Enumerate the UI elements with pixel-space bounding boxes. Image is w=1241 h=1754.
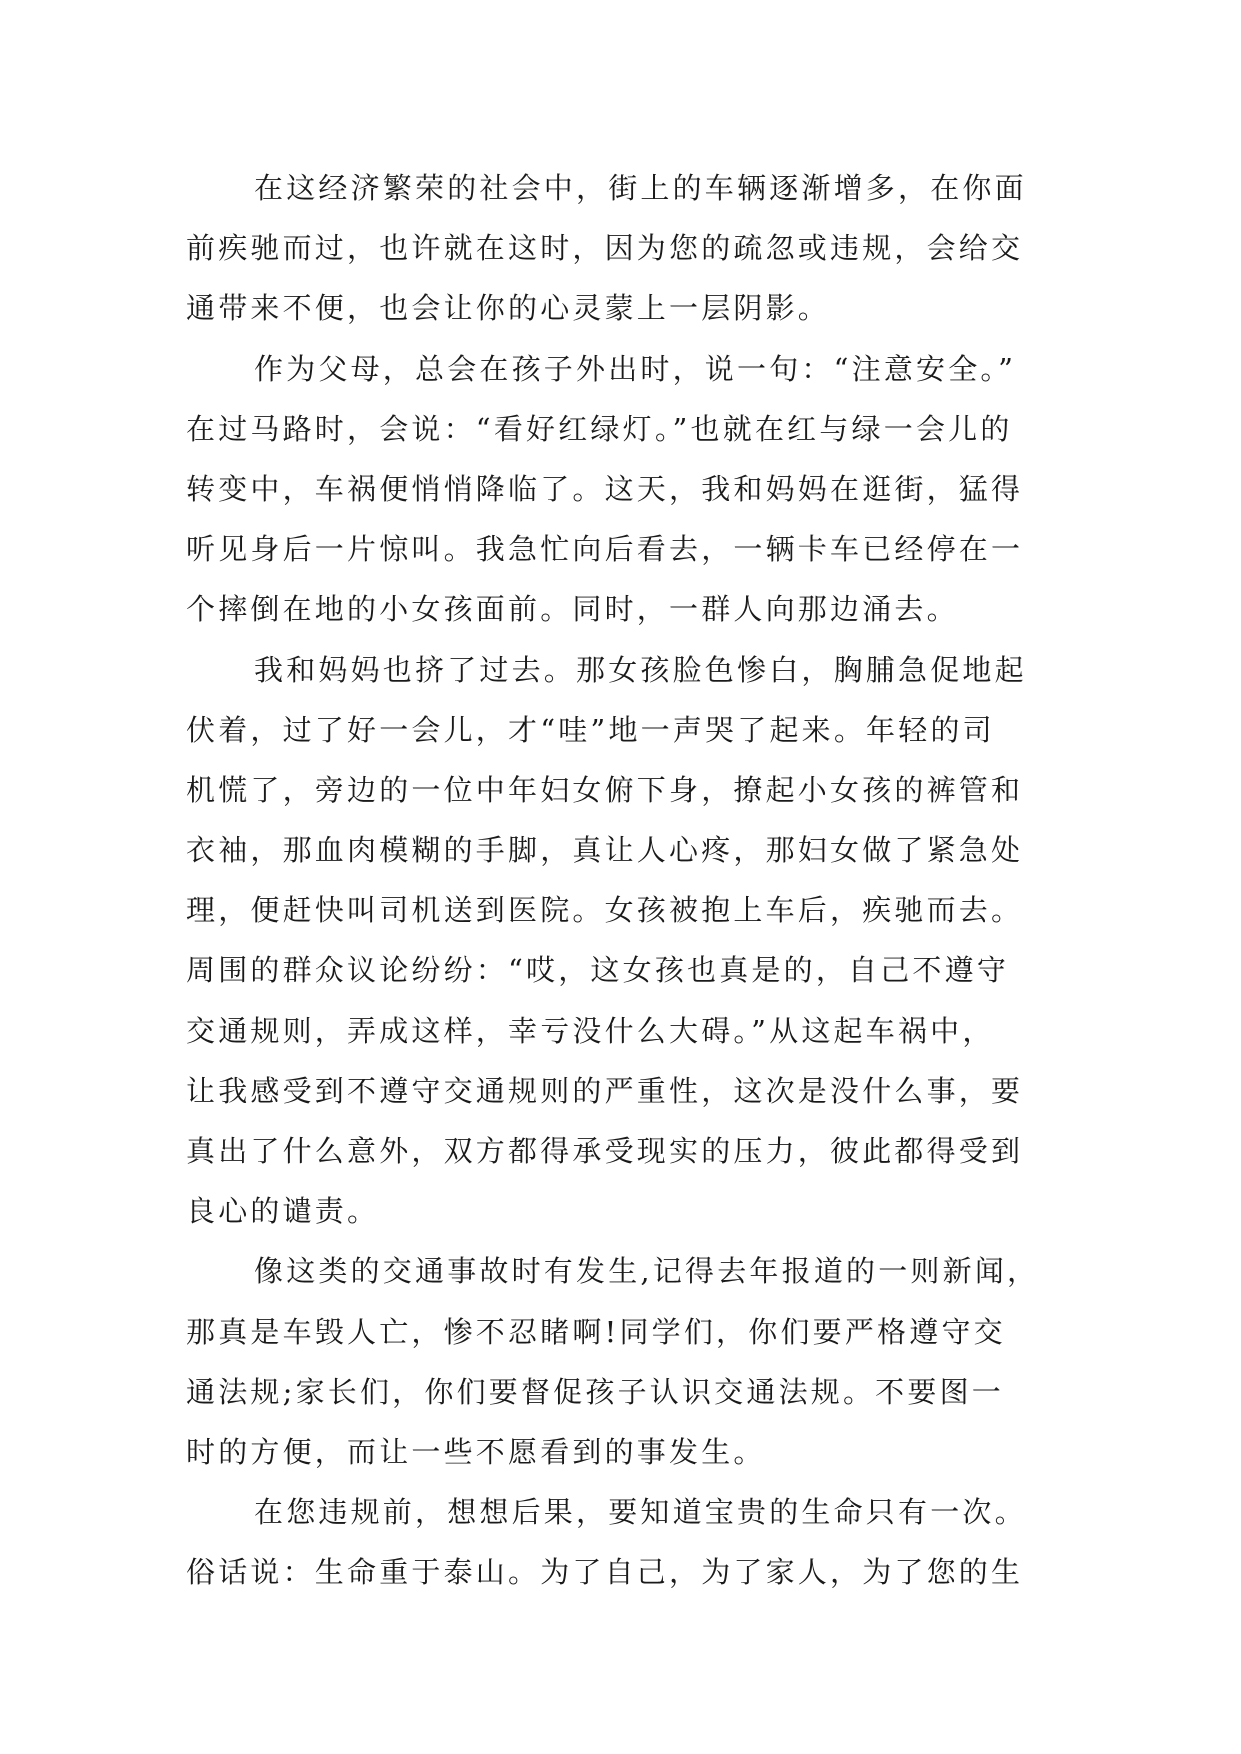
text-line: 时的方便，而让一些不愿看到的事发生。 bbox=[186, 1434, 766, 1469]
text-line: 听见身后一片惊叫。我急忙向后看去，一辆卡车已经停在一 bbox=[186, 532, 1024, 567]
text-line: 那真是车毁人亡，惨不忍睹啊!同学们，你们要严格遵守交 bbox=[186, 1314, 1006, 1349]
text-line: 个摔倒在地的小女孩面前。同时，一群人向那边涌去。 bbox=[186, 592, 959, 627]
text-line: 前疾驰而过，也许就在这时，因为您的疏忽或违规，会给交 bbox=[186, 231, 1024, 266]
text-line: 衣袖，那血肉模糊的手脚，真让人心疼，那妇女做了紧急处 bbox=[186, 833, 1024, 868]
text-line: 在这经济繁荣的社会中，街上的车辆逐渐增多，在你面 bbox=[254, 171, 1027, 205]
text-line: 转变中，车祸便悄悄降临了。这天，我和妈妈在逛街，猛得 bbox=[186, 471, 1024, 506]
text-line: 真出了什么意外，双方都得承受现实的压力，彼此都得受到 bbox=[186, 1134, 1024, 1168]
text-line: 像这类的交通事故时有发生,记得去年报道的一则新闻， bbox=[254, 1254, 1040, 1289]
text-line: 我和妈妈也挤了过去。那女孩脸色惨白，胸脯急促地起 bbox=[254, 652, 1027, 687]
text-line: 在过马路时，会说：“看好红绿灯。”也就在红与绿一会儿的 bbox=[186, 411, 1013, 446]
text-line: 通带来不便，也会让你的心灵蒙上一层阴影。 bbox=[186, 291, 831, 326]
text-line: 机慌了，旁边的一位中年妇女俯下身，撩起小女孩的裤管和 bbox=[186, 772, 1024, 807]
text-line: 作为父母，总会在孩子外出时，说一句：“注意安全。” bbox=[254, 351, 1017, 386]
text-line: 良心的谴责。 bbox=[186, 1194, 380, 1229]
text-line: 在您违规前，想想后果，要知道宝贵的生命只有一次。 bbox=[254, 1495, 1027, 1530]
text-line: 交通规则，弄成这样，幸亏没什么大碍。”从这起车祸中， bbox=[186, 1013, 995, 1048]
essay-body bbox=[186, 158, 1056, 1603]
text-line: 伏着，过了好一会儿，才“哇”地一声哭了起来。年轻的司 bbox=[186, 712, 995, 747]
text-line: 俗话说：生命重于泰山。为了自己，为了家人，为了您的生 bbox=[186, 1555, 1024, 1590]
text-line: 周围的群众议论纷纷：“哎，这女孩也真是的，自己不遵守 bbox=[186, 953, 1010, 988]
text-line: 通法规;家长们，你们要督促孩子认识交通法规。不要图一 bbox=[186, 1374, 1004, 1409]
text-line: 理，便赶快叫司机送到医院。女孩被抱上车后，疾驰而去。 bbox=[186, 893, 1024, 928]
text-line: 让我感受到不遵守交通规则的严重性，这次是没什么事，要 bbox=[186, 1073, 1024, 1108]
